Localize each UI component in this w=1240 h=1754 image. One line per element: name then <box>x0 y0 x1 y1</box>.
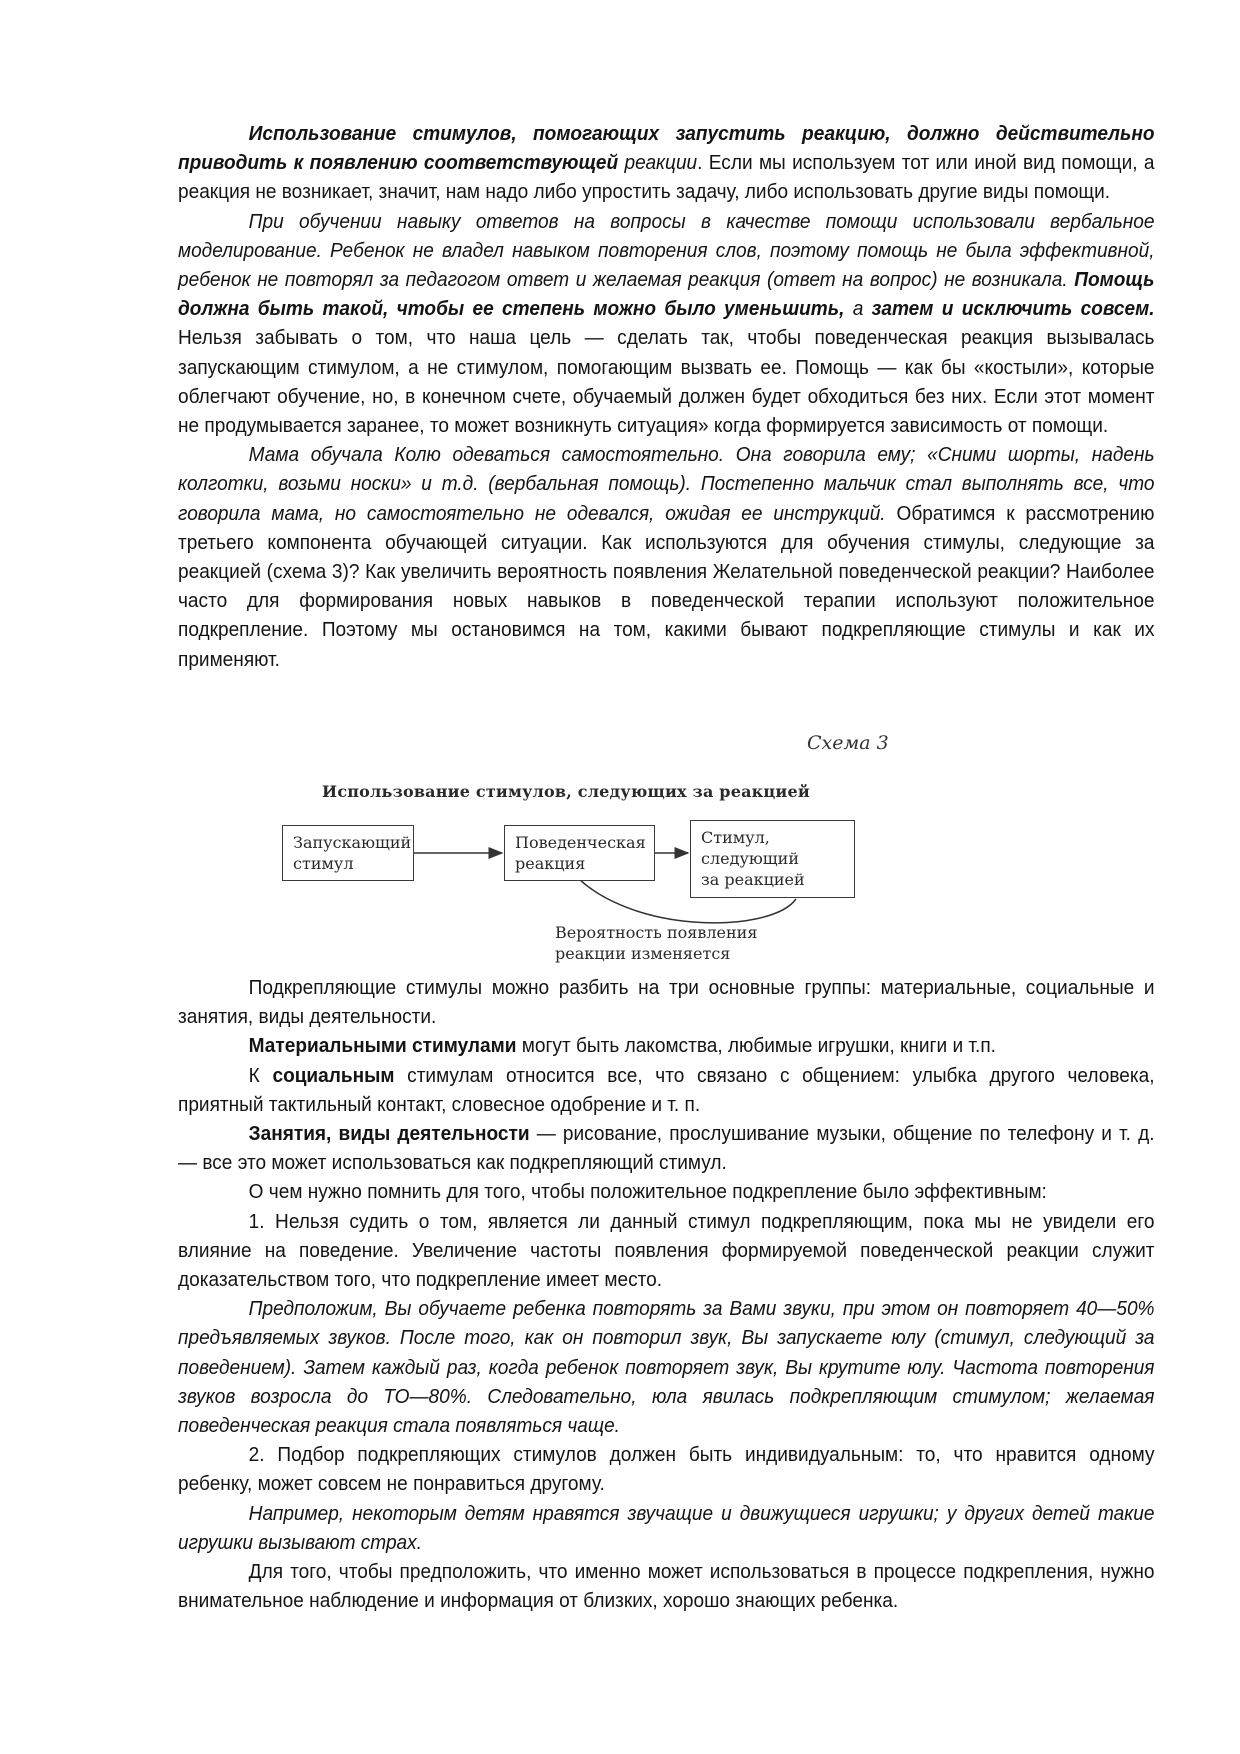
paragraph-activities <box>178 1119 1155 1177</box>
italic-run: реакции <box>618 151 698 175</box>
italic-run: Например, некоторым детям нравятся звучащие и движущиеся игрушки; у других детей такие игрушки вызывают страх. <box>178 1501 1155 1554</box>
bold-italic-run: Помощь должна быть такой, чтобы ее степень можно было уменьшить, <box>178 268 1155 321</box>
caption-line: Вероятность появления <box>555 923 758 942</box>
bold-italic-run: затем и исключить совсем. <box>871 297 1155 321</box>
box-line: Стимул, <box>701 828 770 847</box>
text-run: Обратимся к рассмотрению третьего компонента обучающей ситуации. Как используются для обучения стимулы, следующие за реакцией (схема 3)? Как увеличить вероятность появления Желательной поведенческой реакции? Наиболее часто для формирования новых навыков в поведенческой терапии используют положительное подкрепление. Поэтому мы остановимся на том, какими бывают подкрепляющие стимулы и как их применяют. <box>178 501 1155 671</box>
box-line: реакция <box>515 854 586 873</box>
scheme-label: Схема 3 <box>807 732 889 754</box>
box-line: Поведенческая <box>515 833 646 852</box>
paragraph-example-1 <box>178 1294 1155 1440</box>
italic-run: Предположим, Вы обучаете ребенка повторять за Вами звуки, при этом он повторяет 40—50% предъявляемых звуков. После того, как он повторил звук, Вы запускаете юлу (стимул, следующий за поведением). Затем каждый раз, когда ребенок повторяет звук, Вы крутите юлу. Частота повторения звуков возросла до ТО—80%. Следовательно, юла явилась подкрепляющим стимулом; желаемая поведенческая реакция стала появляться чаще. <box>178 1297 1155 1438</box>
box-line: следующий <box>701 849 799 868</box>
bold-run: Занятия, виды деятельности <box>248 1122 530 1146</box>
bold-italic-run: Использование стимулов, помогающих запустить реакцию, должно действительно приводить к появлению соответствующей <box>178 122 1155 175</box>
text-block-bottom <box>178 973 1155 1615</box>
bold-run: Материальными стимулами <box>248 1034 517 1058</box>
paragraph-point-2 <box>178 1440 1155 1498</box>
box-behavioral-reaction <box>504 825 655 881</box>
text-run: 2. Подбор подкрепляющих стимулов должен быть индивидуальным: то, что нравится одному ребенку, может совсем не понравиться другому. <box>178 1443 1155 1496</box>
bold-run: социальным <box>272 1063 395 1087</box>
paragraph-material <box>178 1031 1155 1060</box>
paragraph-closing <box>178 1557 1155 1615</box>
text-run: Нельзя забывать о том, что наша цель — сделать так, чтобы поведенческая реакция вызывалась запускающим стимулом, а не стимулом, помогающим вызвать ее. Помощь — как бы «костыли», которые облегчают обучение, но, в конечном счете, обучаемый должен будет обходиться без них. Если этот момент не продумывается заранее, то может возникнуть ситуация» когда формируется зависимость от помощи. <box>178 326 1155 438</box>
text-run: О чем нужно помнить для того, чтобы положительное подкрепление было эффективным: <box>248 1180 1047 1204</box>
paragraph-social <box>178 1061 1155 1119</box>
box-trigger-stimulus <box>282 825 414 881</box>
paragraph-example-2 <box>178 1499 1155 1557</box>
paragraph-point-1 <box>178 1207 1155 1295</box>
paragraph-remember <box>178 1177 1155 1206</box>
text-run: могут быть лакомства, любимые игрушки, книги и т.п. <box>516 1034 996 1058</box>
italic-run: Мама обучала Колю одеваться самостоятельно. Она говорила ему; «Сними шорты, надень колготки, возьми носки» и т.д. (вербальная помощь). Постепенно мальчик стал выполнять все, что говорила мама, но самостоятельно не одевался, ожидая ее инструкций. <box>178 443 1155 525</box>
italic-run: а <box>844 297 872 321</box>
text-run: стимулам относится все, что связано с общением: улыбка другого человека, приятный тактильный контакт, словесное одобрение и т. п. <box>178 1063 1155 1116</box>
box-line: за реакцией <box>701 870 805 889</box>
text-run: Для того, чтобы предположить, что именно может использоваться в процессе подкрепления, нужно внимательное наблюдение и информация от близких, хорошо знающих ребенка. <box>178 1560 1155 1613</box>
box-line: стимул <box>293 854 354 873</box>
diagram-title: Использование стимулов, следующих за реакцией <box>322 782 810 801</box>
diagram-caption <box>555 922 757 964</box>
box-consequence-stimulus <box>690 820 855 898</box>
italic-run: При обучении навыку ответов на вопросы в качестве помощи использовали вербальное моделирование. Ребенок не владел навыком повторения слов, поэтому помощь не была эффективной, ребенок не повторял за педагогом ответ и желаемая реакция (ответ на вопрос) не возникала. <box>178 209 1155 292</box>
paragraph-groups <box>178 973 1155 1031</box>
text-run: Подкрепляющие стимулы можно разбить на три основные группы: материальные, социальные и занятия, виды деятельности. <box>178 976 1155 1029</box>
text-run: — рисование, прослушивание музыки, общение по телефону и т. д. — все это может использоваться как подкрепляющий стимул. <box>178 1122 1155 1175</box>
box-line: Запускающий <box>293 833 412 852</box>
text-run: 1. Нельзя судить о том, является ли данный стимул подкрепляющим, пока мы не увидели его влияние на поведение. Увеличение частоты появления формируемой поведенческой реакции служит доказательством того, что подкрепление имеет место. <box>178 1209 1155 1292</box>
text-run: К <box>248 1063 273 1087</box>
text-run: . Если мы используем тот или иной вид помощи, а реакция не возникает, значит, нам надо либо упростить задачу, либо использовать другие виды помощи. <box>178 151 1155 204</box>
caption-line: реакции изменяется <box>555 944 731 963</box>
